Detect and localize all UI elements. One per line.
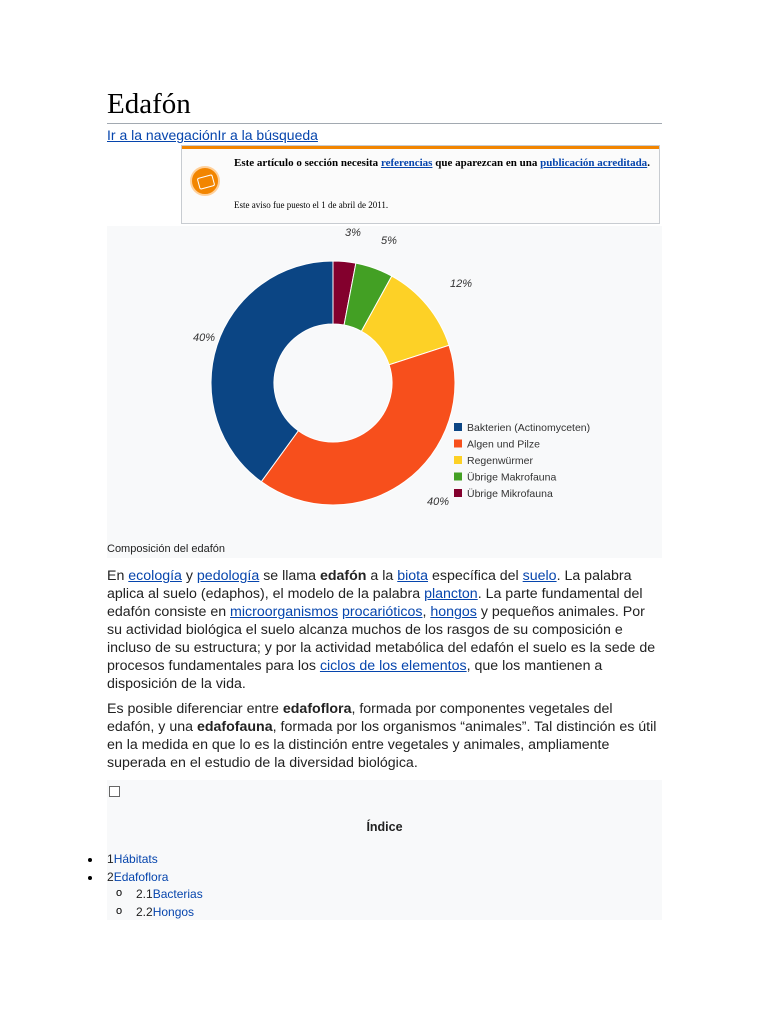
circle-bullet-icon: o <box>116 887 123 899</box>
legend-swatch-0 <box>454 423 462 431</box>
ecologia-link[interactable]: ecología <box>128 568 182 584</box>
slice-label-2: 12% <box>450 278 473 290</box>
toc-toggle-checkbox[interactable] <box>109 786 120 797</box>
toc-item-hongos[interactable]: 2.2Hongos <box>136 905 195 919</box>
suelo-link[interactable]: suelo <box>522 568 557 584</box>
legend-label-2: Regenwürmer <box>467 455 533 467</box>
second-paragraph: Es posible diferenciar entre edafoflora, formada por componentes vegetales del edafón, y una edafofauna, formada por los organismos “animales”. Tal distinción es útil en la medida en que lo es la distinción entre vegetales y animales, ampliamente superada en el estudio de la diversidad biológica. <box>107 701 657 771</box>
legend-label-3: Übrige Makrofauna <box>467 471 557 484</box>
bullet-icon <box>88 876 92 880</box>
figure-caption: Composición del edafón <box>107 543 226 555</box>
slice-label-1: 40% <box>427 496 450 508</box>
toc-item-bacterias[interactable]: 2.1Bacterias <box>136 887 203 901</box>
legend-swatch-1 <box>454 440 462 448</box>
donut-chart <box>107 226 662 558</box>
toc-item-habitats[interactable]: 1Hábitats <box>107 852 158 866</box>
biota-link[interactable]: biota <box>397 568 429 584</box>
slice-label-3: 5% <box>381 235 397 247</box>
hongos-link[interactable]: hongos <box>430 604 477 620</box>
slice-label-4: 3% <box>345 227 361 239</box>
notice-text: Este artículo o sección necesita referencias que aparezcan en una publicación acreditada. <box>234 157 650 169</box>
publicacion-acreditada-link[interactable]: publicación acreditada <box>540 157 648 169</box>
bullet-icon <box>88 858 92 862</box>
legend-swatch-2 <box>454 456 462 464</box>
plancton-link[interactable]: plancton <box>424 586 478 602</box>
chart-figure <box>107 226 662 558</box>
book-icon <box>190 166 220 196</box>
toc-title: Índice <box>366 820 403 834</box>
legend-label-1: Algen und Pilze <box>467 438 540 451</box>
pedologia-link[interactable]: pedología <box>196 568 260 584</box>
maintenance-notice <box>181 145 660 224</box>
ciclos-elementos-link[interactable]: ciclos de los elementos <box>319 658 467 674</box>
microorganismos-link[interactable]: microorganismos <box>230 604 339 620</box>
page-title: Edafón <box>107 88 662 124</box>
toc-item-edafoflora[interactable]: 2Edafoflora <box>107 870 169 884</box>
procarioticos-link[interactable]: procarióticos <box>342 604 423 620</box>
referencias-link[interactable]: referencias <box>380 157 433 169</box>
slice-label-0: 40% <box>193 332 216 344</box>
skip-links[interactable]: Ir a la navegaciónIr a la búsqueda <box>107 127 318 143</box>
circle-bullet-icon: o <box>116 905 123 917</box>
notice-date: Este aviso fue puesto el 1 de abril de 2011. <box>234 200 389 210</box>
intro-paragraph: En ecología y pedología se llama edafón a la biota específica del suelo. La palabra aplica al suelo (edaphos), el modelo de la palabra plancton. La parte fundamental del edafón consiste en microorganismos procarióticos, hongos y pequeños animales. Por su actividad biológica el suelo alcanza muchos de los rasgos de su composición e incluso de su estructura; y por la actividad metabólica del edafón el suelo es la sede de procesos fundamentales para los ciclos de los elementos, que los mantienen a disposición de la vida. <box>107 568 656 692</box>
legend-swatch-3 <box>454 473 462 481</box>
legend-label-0: Bakterien (Actinomyceten) <box>467 422 591 434</box>
legend-label-4: Übrige Mikrofauna <box>467 488 553 500</box>
legend-swatch-4 <box>454 489 462 497</box>
notice-accent-bar <box>182 146 659 149</box>
